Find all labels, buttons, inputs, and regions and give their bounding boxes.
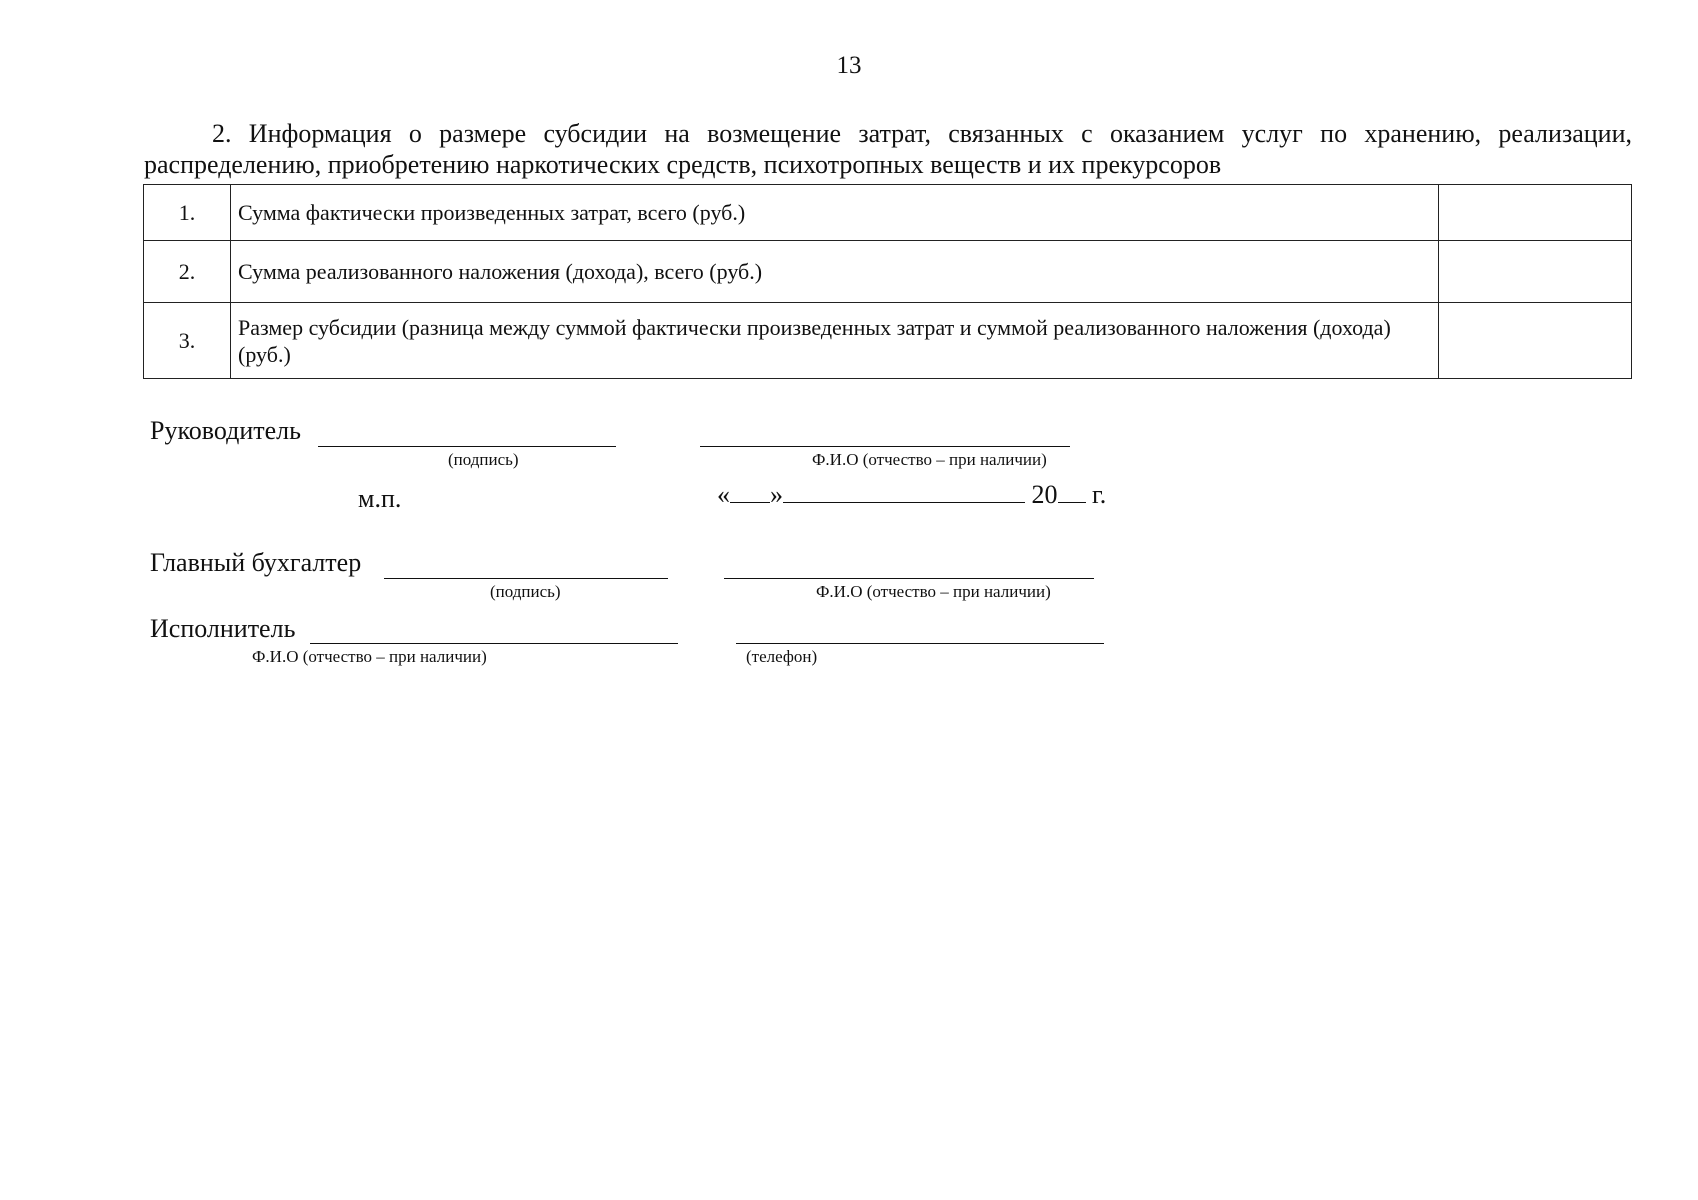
row-description: Сумма реализованного наложения (дохода), всего (руб.): [231, 241, 1439, 303]
date-close-quote: »: [770, 480, 783, 509]
section-heading: 2. Информация о размере субсидии на возмещение затрат, связанных с оказанием услуг по хранению, реализации, распределению, приобретению наркотических средств, психотропных веществ и их прекурсоров: [144, 119, 1632, 179]
chief-accountant-name-caption: Ф.И.О (отчество – при наличии): [816, 582, 1051, 601]
row-value-cell[interactable]: [1439, 241, 1632, 303]
row-value-cell[interactable]: [1439, 303, 1632, 379]
director-label: Руководитель: [150, 416, 301, 445]
director-name-line[interactable]: [700, 446, 1070, 447]
executor-name-caption: Ф.И.О (отчество – при наличии): [252, 647, 487, 666]
date-open-quote: «: [717, 480, 730, 509]
row-number: 1.: [144, 185, 231, 241]
row-value-cell[interactable]: [1439, 185, 1632, 241]
chief-accountant-name-line[interactable]: [724, 578, 1094, 579]
director-name-caption: Ф.И.О (отчество – при наличии): [812, 450, 1047, 469]
director-signature-caption: (подпись): [448, 450, 519, 469]
executor-label: Исполнитель: [150, 614, 296, 643]
table-row: [144, 185, 1632, 241]
table-row: [144, 303, 1632, 379]
chief-accountant-signature-line[interactable]: [384, 578, 668, 579]
executor-phone-caption: (телефон): [746, 647, 818, 666]
chief-accountant-label: Главный бухгалтер: [150, 548, 362, 577]
row-number: 3.: [144, 303, 231, 379]
chief-accountant-signature-caption: (подпись): [490, 582, 561, 601]
month-blank[interactable]: [783, 480, 1025, 503]
row-description: Сумма фактически произведенных затрат, всего (руб.): [231, 185, 1439, 241]
day-blank[interactable]: [730, 480, 770, 503]
year-suffix: г.: [1092, 480, 1107, 509]
executor-phone-line[interactable]: [736, 643, 1104, 644]
executor-name-line[interactable]: [310, 643, 678, 644]
year-blank[interactable]: [1058, 480, 1086, 503]
director-signature-line[interactable]: [318, 446, 616, 447]
row-number: 2.: [144, 241, 231, 303]
subsidy-table: [143, 184, 1632, 379]
table-row: [144, 241, 1632, 303]
stamp-label: м.п.: [358, 484, 402, 513]
row-description: Размер субсидии (разница между суммой фактически произведенных затрат и суммой реализованного наложения (дохода) (руб.): [231, 303, 1439, 379]
date-field[interactable]: [717, 480, 1106, 510]
page-number: 13: [836, 52, 862, 79]
year-prefix: 20: [1031, 480, 1058, 509]
